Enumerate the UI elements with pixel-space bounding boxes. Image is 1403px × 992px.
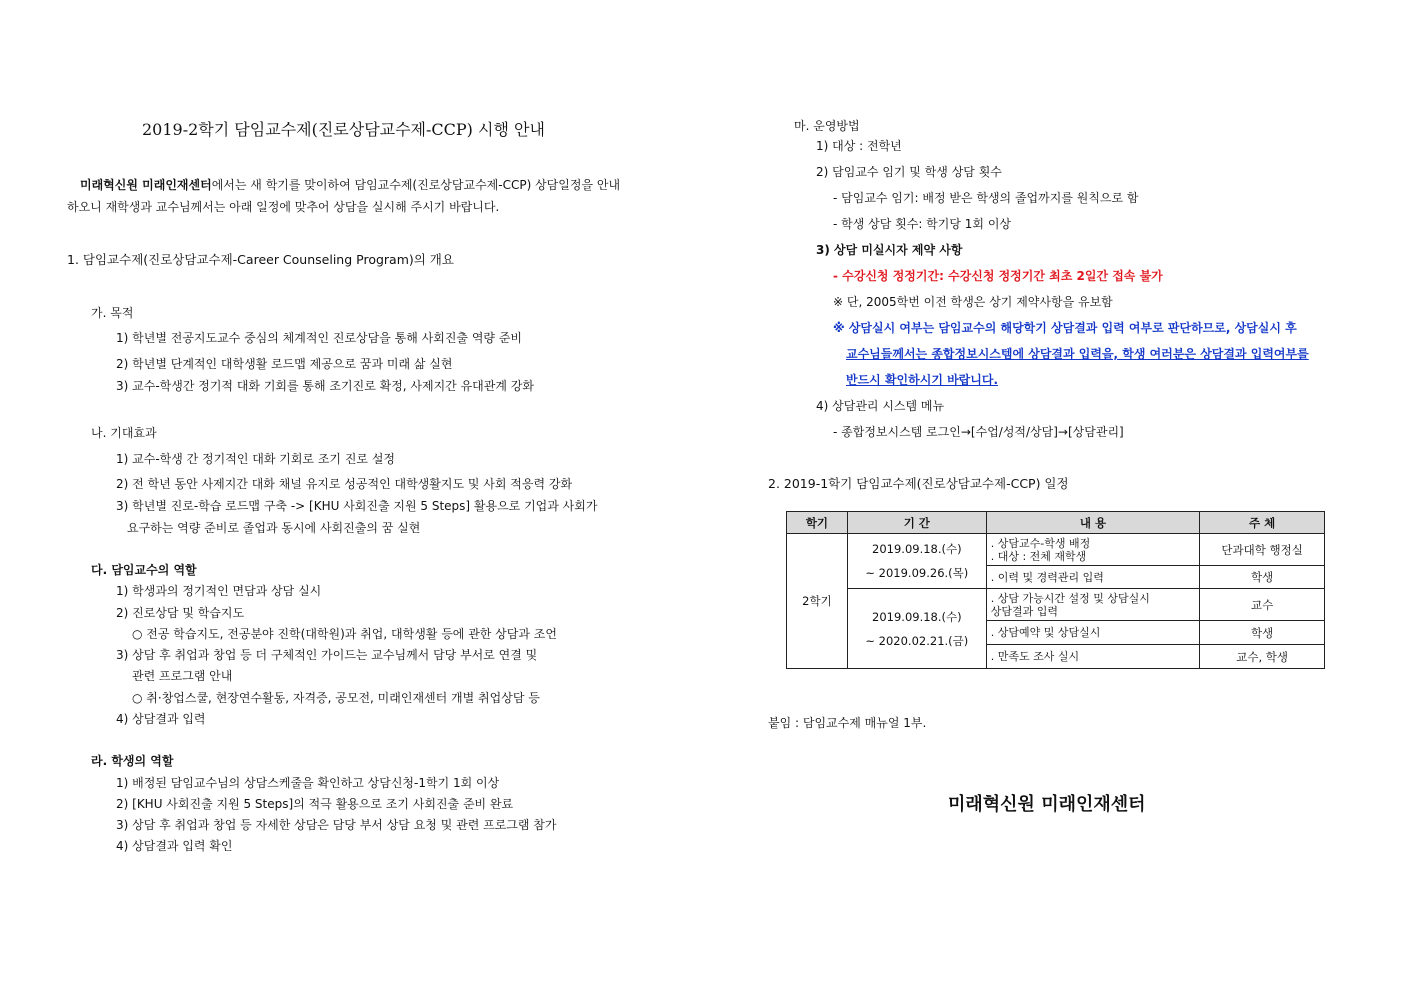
da-item: 3) 상담 후 취업과 창업 등 더 구체적인 가이드는 교수님께서 담당 부서로 연결 및 <box>116 648 538 662</box>
cell-content <box>986 621 1200 645</box>
na-heading: 나. 기대효과 <box>91 426 157 440</box>
ra-item: 2) [KHU 사회진출 지원 5 Steps]의 적극 활용으로 조기 사회진출 준비 완료 <box>116 797 514 811</box>
ma-target: 1) 대상 : 전학년 <box>816 139 902 153</box>
ma-restrict-note: ※ 단, 2005학번 이전 학생은 상기 제약사항을 유보함 <box>833 295 1113 309</box>
cell-period <box>847 534 986 589</box>
ra-item: 1) 배정된 담임교수님의 상담스케줄을 확인하고 상담신청-1학기 1회 이상 <box>116 776 500 790</box>
header-content: 내 용 <box>986 512 1200 534</box>
intro-line-1-text: 에서는 새 학기를 맞이하여 담임교수제(진로상담교수제-CCP) 상담일정을 안내 <box>211 178 621 192</box>
ma-restrict-heading: 3) 상담 미실시자 제약 사항 <box>816 243 963 257</box>
period-start: 2019.09.18.(수) <box>872 609 962 624</box>
content-line: 상담결과 입력 <box>990 604 1058 618</box>
na-item: 1) 교수-학생 간 정기적인 대화 기회로 조기 진로 설정 <box>116 452 396 466</box>
cell-period <box>847 589 986 669</box>
cell-subject: 교수 <box>1200 589 1325 621</box>
header-semester: 학기 <box>787 512 848 534</box>
schedule-table <box>786 511 1325 669</box>
ga-item: 2) 학년별 단계적인 대학생활 로드맵 제공으로 꿈과 미래 삶 실현 <box>116 357 453 371</box>
content-line: . 이력 및 경력관리 입력 <box>990 570 1104 584</box>
table-row <box>787 534 1325 566</box>
ra-item: 4) 상담결과 입력 확인 <box>116 839 233 853</box>
ma-restrict-red: - 수강신청 정정기간: 수강신청 정정기간 최초 2일간 접속 불가 <box>833 269 1163 283</box>
intro-line-1 <box>80 176 620 193</box>
header-subject: 주 체 <box>1200 512 1325 534</box>
cell-subject: 학생 <box>1200 566 1325 589</box>
da-item: 1) 학생과의 정기적인 면담과 상담 실시 <box>116 584 322 598</box>
da-subitem: ○ 전공 학습지도, 전공분야 진학(대학원)과 취업, 대학생활 등에 관한 상담과 조언 <box>132 627 557 641</box>
ma-term-item: - 학생 상담 횟수: 학기당 1회 이상 <box>833 217 1011 231</box>
section1-heading: 1. 담임교수제(진로상담교수제-Career Counseling Program)의 개요 <box>67 252 454 267</box>
period-end: ~ 2019.09.26.(목) <box>865 566 969 580</box>
na-item: 2) 전 학년 동안 사제지간 대화 채널 유지로 성공적인 대학생활지도 및 사회 적응력 강화 <box>116 477 573 491</box>
ma-restrict-blue: 교수님들께서는 종합정보시스템에 상담결과 입력을, 학생 여러분은 상담결과 입력여부를 <box>846 347 1309 361</box>
ga-item: 3) 교수-학생간 정기적 대화 기회를 통해 조기진로 확정, 사제지간 유대관계 강화 <box>116 379 534 393</box>
section2-heading: 2. 2019-1학기 담임교수제(진로상담교수제-CCP) 일정 <box>768 476 1069 491</box>
period-end: ~ 2020.02.21.(금) <box>865 633 969 648</box>
da-heading: 다. 담임교수의 역할 <box>91 563 197 577</box>
cell-content <box>986 589 1200 621</box>
na-item: 3) 학년별 진로-학습 로드맵 구축 -> [KHU 사회진출 지원 5 Steps] 활용으로 기업과 사회가 <box>116 499 598 513</box>
ga-heading: 가. 목적 <box>91 306 134 320</box>
intro-org: 미래혁신원 미래인재센터 <box>80 178 212 192</box>
cell-content <box>986 645 1200 669</box>
da-subitem: ○ 취·창업스쿨, 현장연수활동, 자격증, 공모전, 미래인재센터 개별 취업상담 등 <box>132 691 540 705</box>
da-item: 2) 진로상담 및 학습지도 <box>116 606 245 620</box>
ma-menu-heading: 4) 상담관리 시스템 메뉴 <box>816 399 945 413</box>
cell-content <box>986 534 1200 566</box>
ma-heading: 마. 운영방법 <box>794 119 860 133</box>
content-line: . 상담 가능시간 설정 및 상담실시 <box>990 591 1150 605</box>
content-line: . 만족도 조사 실시 <box>990 650 1080 663</box>
ma-term-item: - 담임교수 임기: 배정 받은 학생의 졸업까지를 원칙으로 함 <box>833 191 1139 205</box>
cell-semester: 2학기 <box>787 534 848 669</box>
document-title: 2019-2학기 담임교수제(진로상담교수제-CCP) 시행 안내 <box>142 120 545 139</box>
ra-item: 3) 상담 후 취업과 창업 등 자세한 상담은 담당 부서 상담 요청 및 관련 프로그램 참가 <box>116 818 557 832</box>
da-item-cont: 관련 프로그램 안내 <box>132 669 233 683</box>
ga-item: 1) 학년별 전공지도교수 중심의 체계적인 진로상담을 통해 사회진출 역량 준비 <box>116 331 523 345</box>
header-period: 기 간 <box>847 512 986 534</box>
table-header-row <box>787 512 1325 534</box>
na-item: 요구하는 역량 준비로 졸업과 동시에 사회진출의 꿈 실현 <box>127 521 421 535</box>
content-line: . 상담교수-학생 배정 <box>990 536 1091 550</box>
intro-line-2: 하오니 재학생과 교수님께서는 아래 일정에 맞추어 상담을 실시해 주시기 바랍니다. <box>67 200 500 214</box>
ra-heading: 라. 학생의 역할 <box>91 754 174 768</box>
period-start: 2019.09.18.(수) <box>872 542 962 556</box>
ma-term-heading: 2) 담임교수 임기 및 학생 상담 횟수 <box>816 165 1002 179</box>
cell-content <box>986 566 1200 589</box>
cell-subject: 학생 <box>1200 621 1325 645</box>
ma-restrict-blue: ※ 상담실시 여부는 담임교수의 해당학기 상담결과 입력 여부로 판단하므로, 상담실시 후 <box>833 321 1297 335</box>
da-item: 4) 상담결과 입력 <box>116 712 206 726</box>
ma-restrict-blue: 반드시 확인하시기 바랍니다. <box>846 373 999 387</box>
table-row <box>787 589 1325 621</box>
signature: 미래혁신원 미래인재센터 <box>948 794 1146 815</box>
content-line: . 상담예약 및 상담실시 <box>990 626 1101 639</box>
content-line: . 대상 : 전체 재학생 <box>990 549 1087 563</box>
ma-menu-item: - 종합정보시스템 로그인→[수업/성적/상담]→[상담관리] <box>833 425 1124 439</box>
attachment-note: 붙임 : 담임교수제 매뉴얼 1부. <box>768 716 927 730</box>
cell-subject: 교수, 학생 <box>1200 645 1325 669</box>
cell-subject: 단과대학 행정실 <box>1200 534 1325 566</box>
